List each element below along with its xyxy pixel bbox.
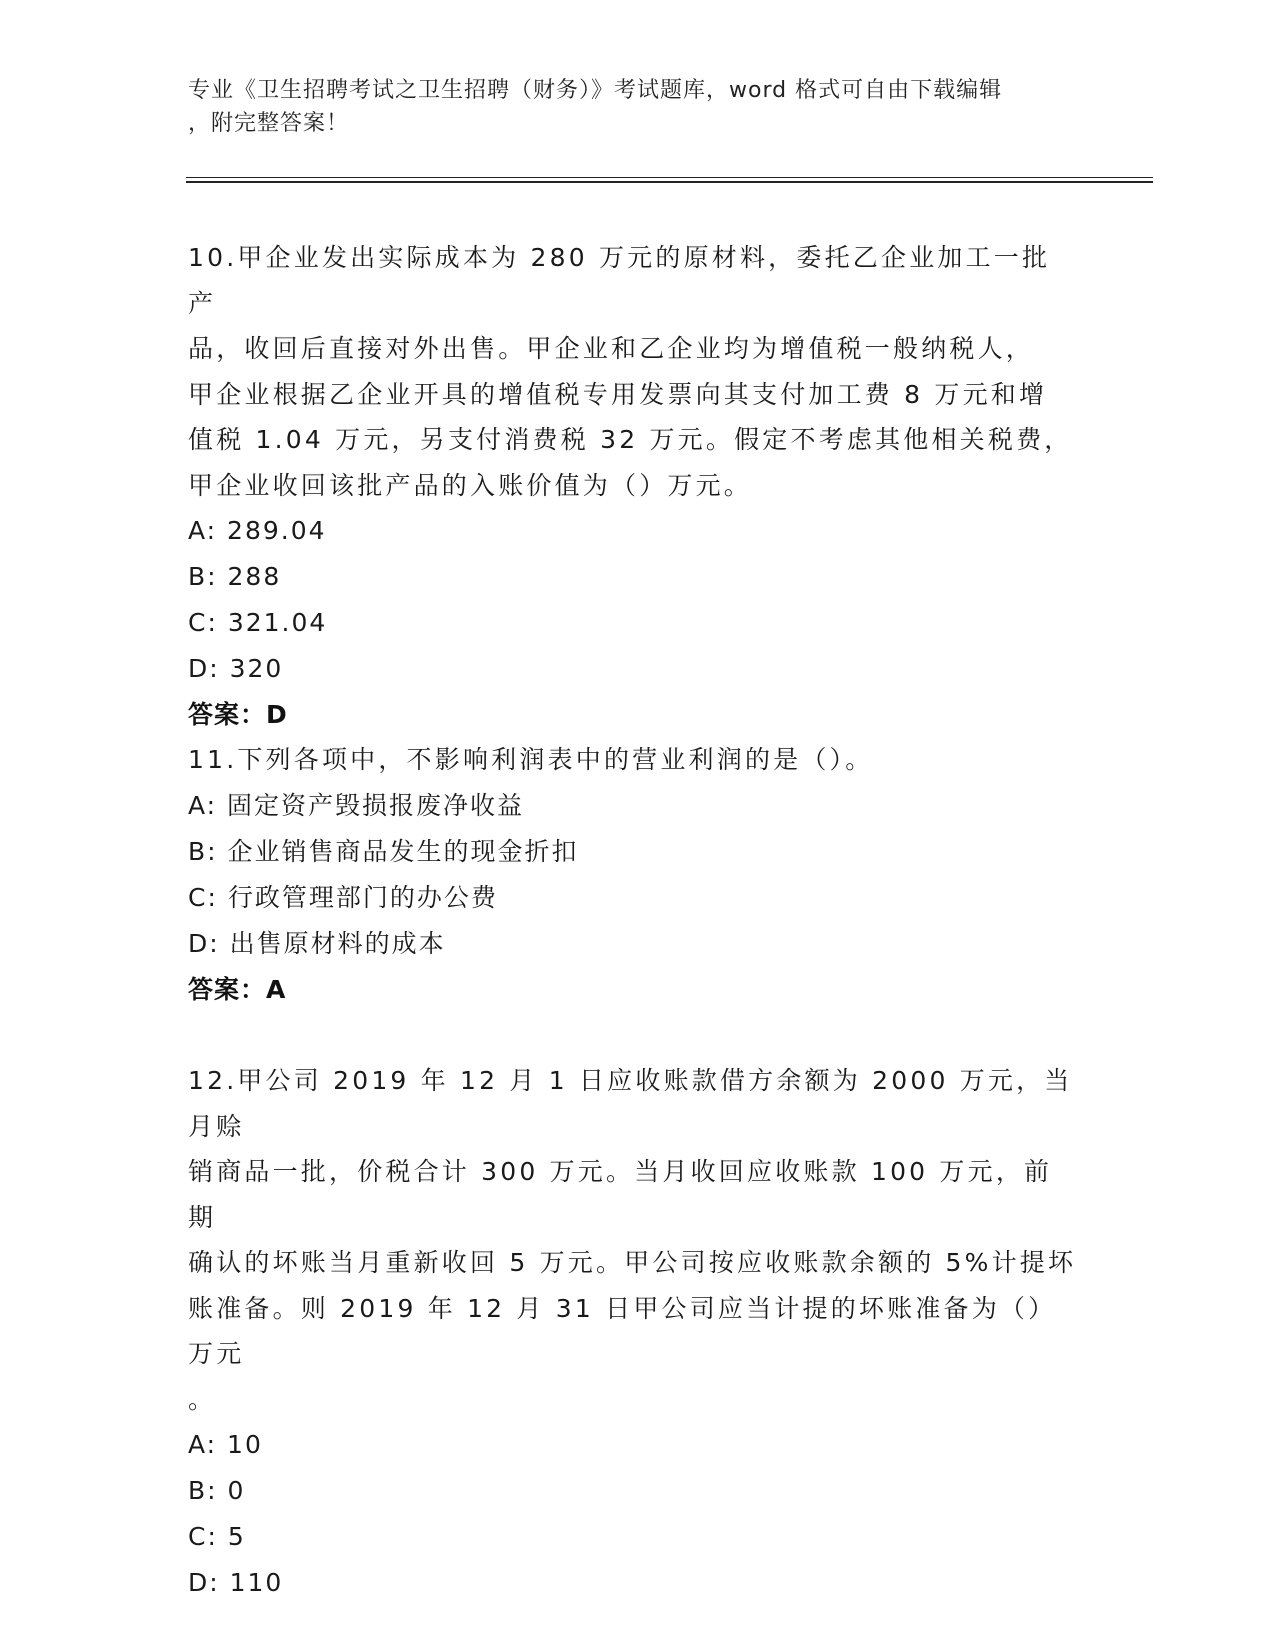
question-11 bbox=[188, 737, 1078, 1013]
stem-line: 确认的坏账当月重新收回 5 万元。甲公司按应收账款余额的 5%计提坏 bbox=[188, 1248, 1077, 1277]
question-10 bbox=[188, 235, 1078, 738]
question-stem bbox=[188, 737, 1078, 783]
option-d: D: 出售原材料的成本 bbox=[188, 928, 446, 958]
option-a: A: 10 bbox=[188, 1430, 263, 1459]
stem-line: 品，收回后直接对外出售。甲企业和乙企业均为增值税一般纳税人， bbox=[188, 334, 1035, 363]
answer-label: 答案：D bbox=[188, 700, 288, 729]
option-a: A: 289.04 bbox=[188, 516, 327, 545]
document-header bbox=[188, 74, 1088, 140]
stem-line: 销商品一批，价税合计 300 万元。当月收回应收账款 100 万元，前期 bbox=[188, 1157, 1053, 1232]
stem-line: 甲企业收回该批产品的入账价值为（）万元。 bbox=[188, 470, 753, 500]
option-d: D: 320 bbox=[188, 654, 284, 683]
stem-line: 11.下列各项中，不影响利润表中的营业利润的是（）。 bbox=[188, 745, 874, 774]
answer-label: 答案：A bbox=[188, 974, 287, 1004]
header-line-2: ，附完整答案！ bbox=[188, 111, 350, 136]
header-line-1: 专业《卫生招聘考试之卫生招聘（财务）》考试题库，word 格式可自由下载编辑 bbox=[188, 78, 1003, 103]
stem-line: 值税 1.04 万元，另支付消费税 32 万元。假定不考虑其他相关税费， bbox=[188, 425, 1073, 454]
stem-line: 账准备。则 2019 年 12 月 31 日甲公司应当计提的坏账准备为（）万元 bbox=[188, 1293, 1057, 1368]
header-rule-thin bbox=[186, 177, 1153, 178]
stem-line: 12.甲公司 2019 年 12 月 1 日应收账款借方余额为 2000 万元，当月赊 bbox=[188, 1066, 1073, 1141]
option-b: B: 0 bbox=[188, 1476, 246, 1505]
option-c: C: 5 bbox=[188, 1522, 246, 1551]
option-a: A: 固定资产毁损报废净收益 bbox=[188, 790, 525, 820]
stem-line: 甲企业根据乙企业开具的增值税专用发票向其支付加工费 8 万元和增 bbox=[188, 379, 1048, 409]
stem-line: 10.甲企业发出实际成本为 280 万元的原材料，委托乙企业加工一批产 bbox=[188, 243, 1051, 318]
option-c: C: 行政管理部门的办公费 bbox=[188, 882, 498, 912]
stem-line: 。 bbox=[188, 1384, 217, 1414]
question-stem bbox=[188, 235, 1078, 508]
option-b: B: 288 bbox=[188, 562, 282, 591]
option-b: B: 企业销售商品发生的现金折扣 bbox=[188, 836, 579, 866]
option-c: C: 321.04 bbox=[188, 608, 328, 637]
header-rule-thick bbox=[186, 181, 1153, 183]
question-stem bbox=[188, 1058, 1078, 1422]
option-d: D: 110 bbox=[188, 1568, 284, 1597]
question-12 bbox=[188, 1058, 1078, 1606]
